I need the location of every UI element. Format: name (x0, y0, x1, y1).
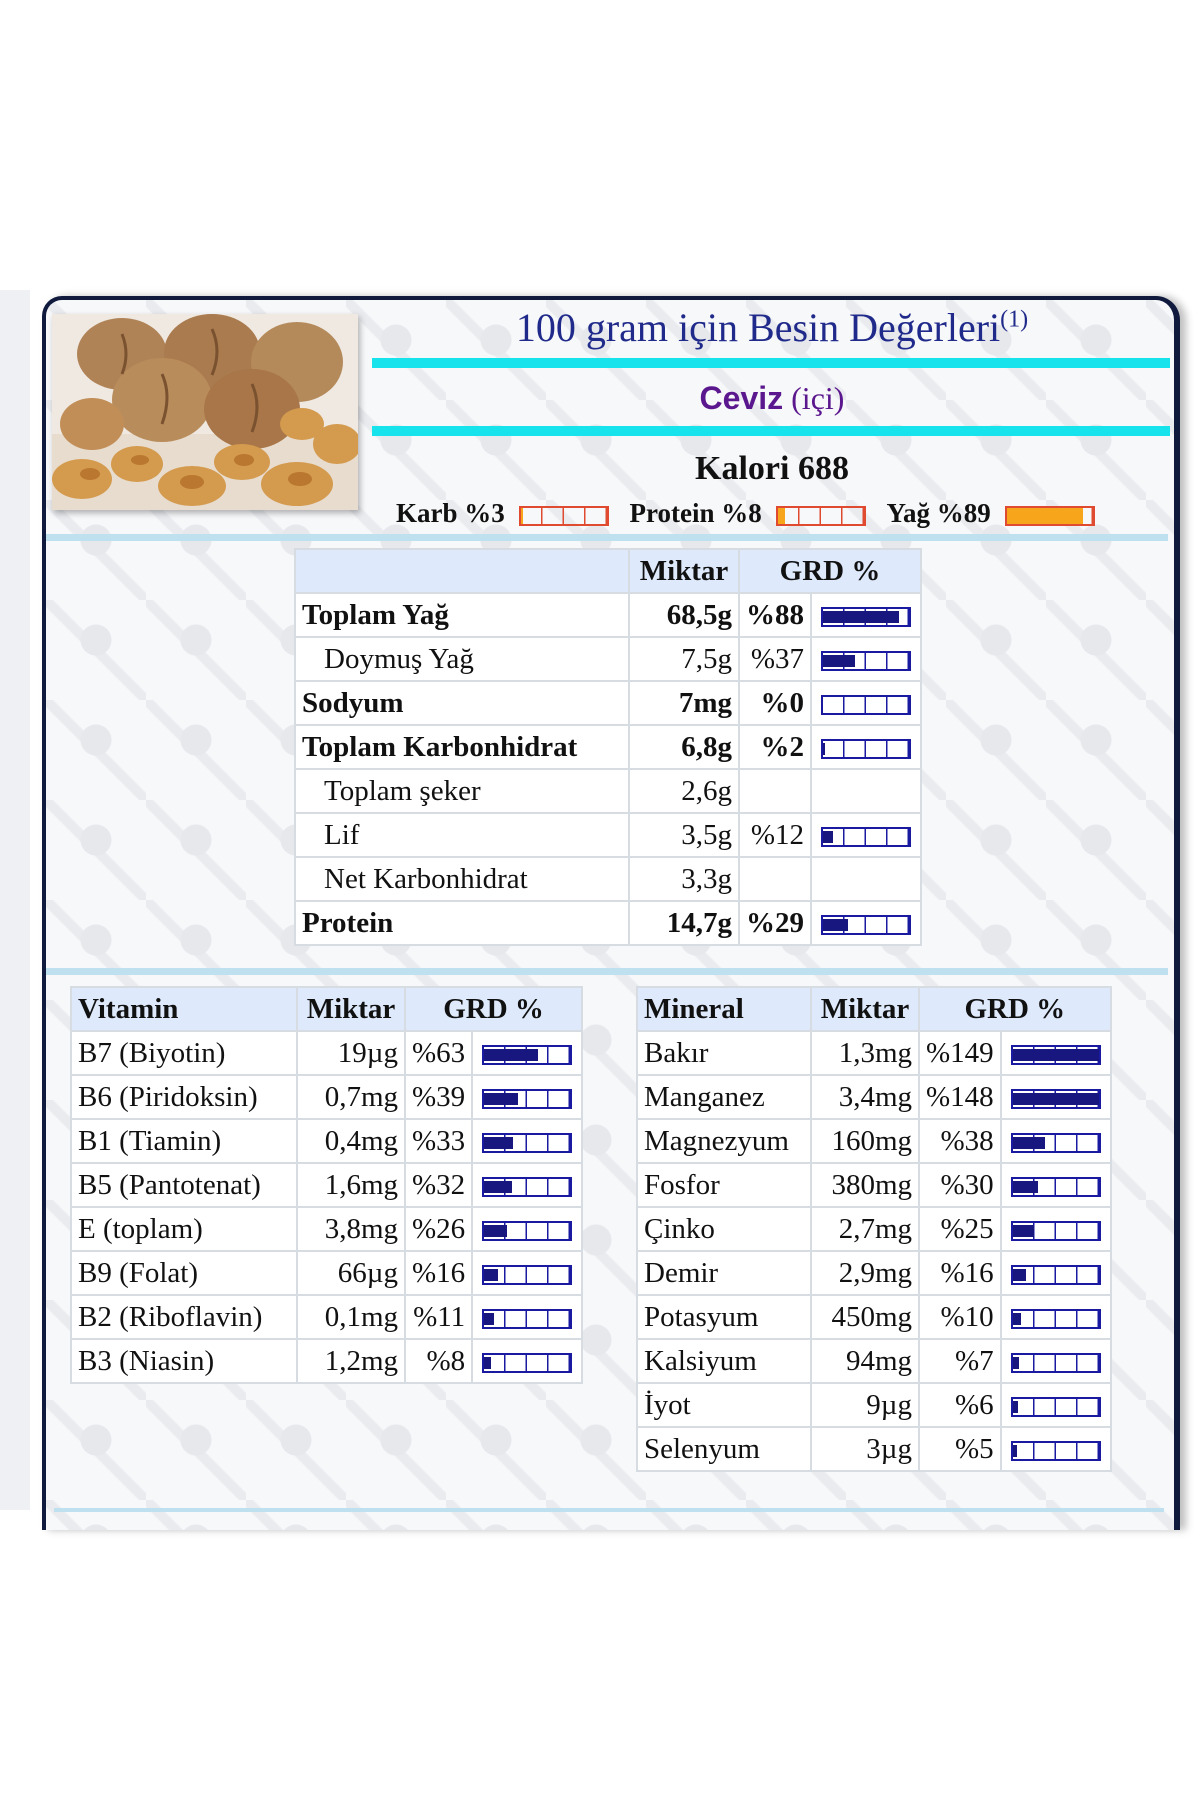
nutrients-amount: 2,6g (629, 769, 739, 813)
vitamins-header-grd: GRD % (405, 987, 582, 1031)
vitamins-amount: 0,7mg (297, 1075, 405, 1119)
minerals-grd-bar-fill (1013, 1049, 1099, 1061)
nutrients-name: Lif (295, 813, 629, 857)
minerals-header-grd: GRD % (919, 987, 1111, 1031)
minerals-row (637, 1119, 1111, 1163)
nutrients-grd-bar-fill (823, 655, 855, 667)
vitamins-grd: %26 (405, 1207, 472, 1251)
section-divider (46, 534, 1168, 541)
minerals-table (636, 986, 1112, 1472)
minerals-grd: %25 (919, 1207, 1001, 1251)
vitamins-grd-bar-cell (472, 1207, 582, 1251)
minerals-name: İyot (637, 1383, 811, 1427)
minerals-name: Magnezyum (637, 1119, 811, 1163)
minerals-grd: %38 (919, 1119, 1001, 1163)
minerals-grd-bar-fill (1013, 1401, 1018, 1413)
minerals-amount: 450mg (811, 1295, 919, 1339)
vitamins-name: B9 (Folat) (71, 1251, 297, 1295)
nutrients-row (295, 857, 921, 901)
minerals-name: Kalsiyum (637, 1339, 811, 1383)
vitamins-name: B7 (Biyotin) (71, 1031, 297, 1075)
calories-label: Kalori 688 (695, 450, 849, 487)
nutrients-grd-bar-cell (811, 813, 921, 857)
minerals-row (637, 1031, 1111, 1075)
nutrients-grd-bar-cell (811, 857, 921, 901)
nutrients-grd-bar-fill (823, 611, 899, 623)
macro-protein-label: Protein %8 (629, 498, 762, 528)
minerals-grd: %149 (919, 1031, 1001, 1075)
nutrients-row (295, 637, 921, 681)
nutrients-header-grd: GRD % (739, 549, 921, 593)
page-title (372, 304, 1172, 351)
nutrients-row (295, 813, 921, 857)
minerals-name: Demir (637, 1251, 811, 1295)
vitamins-row (71, 1163, 582, 1207)
minerals-grd-bar (1011, 1177, 1101, 1197)
food-name (372, 380, 1172, 417)
vitamins-grd: %32 (405, 1163, 472, 1207)
minerals-row (637, 1427, 1111, 1471)
minerals-grd-bar-cell (1001, 1075, 1111, 1119)
nutrients-row (295, 725, 921, 769)
vitamins-grd-bar-cell (472, 1031, 582, 1075)
minerals-name: Bakır (637, 1031, 811, 1075)
nutrients-amount: 68,5g (629, 593, 739, 637)
minerals-grd-bar-cell (1001, 1163, 1111, 1207)
nutrients-grd-bar (821, 827, 911, 847)
nutrients-row (295, 681, 921, 725)
minerals-grd-bar-fill (1013, 1181, 1039, 1193)
vitamins-header-amount: Miktar (297, 987, 405, 1031)
nutrients-grd-bar (821, 739, 911, 759)
vitamins-amount: 66µg (297, 1251, 405, 1295)
minerals-grd-bar-cell (1001, 1295, 1111, 1339)
vitamins-grd-bar-fill (484, 1269, 498, 1281)
nutrients-grd-bar-cell (811, 681, 921, 725)
vitamins-amount: 19µg (297, 1031, 405, 1075)
vitamins-grd: %8 (405, 1339, 472, 1383)
minerals-row (637, 1163, 1111, 1207)
vitamins-name: B3 (Niasin) (71, 1339, 297, 1383)
minerals-grd-bar-fill (1013, 1137, 1046, 1149)
nutrients-amount: 3,5g (629, 813, 739, 857)
minerals-grd-bar (1011, 1221, 1101, 1241)
vitamins-grd-bar (482, 1089, 572, 1109)
nutrients-name: Toplam Yağ (295, 593, 629, 637)
vitamins-grd-bar-cell (472, 1163, 582, 1207)
minerals-row (637, 1339, 1111, 1383)
minerals-amount: 380mg (811, 1163, 919, 1207)
nutrients-name: Net Karbonhidrat (295, 857, 629, 901)
minerals-amount: 3,4mg (811, 1075, 919, 1119)
minerals-grd-bar (1011, 1353, 1101, 1373)
minerals-grd-bar (1011, 1309, 1101, 1329)
minerals-grd: %5 (919, 1427, 1001, 1471)
minerals-grd: %16 (919, 1251, 1001, 1295)
nutrients-grd-bar-cell (811, 901, 921, 945)
minerals-row (637, 1295, 1111, 1339)
macro-fat (887, 498, 1095, 529)
minerals-row (637, 1207, 1111, 1251)
macro-protein-bar (776, 506, 866, 526)
minerals-amount: 94mg (811, 1339, 919, 1383)
minerals-row (637, 1251, 1111, 1295)
minerals-header-amount: Miktar (811, 987, 919, 1031)
walnut-photo (52, 314, 358, 510)
macro-carb-bar (519, 506, 609, 526)
minerals-grd-bar (1011, 1133, 1101, 1153)
nutrients-grd-bar-fill (823, 831, 833, 843)
minerals-amount: 160mg (811, 1119, 919, 1163)
nutrients-grd: %37 (739, 637, 811, 681)
nutrients-amount: 7mg (629, 681, 739, 725)
minerals-grd-bar-cell (1001, 1383, 1111, 1427)
vitamins-grd: %11 (405, 1295, 472, 1339)
minerals-grd-bar-cell (1001, 1031, 1111, 1075)
minerals-grd-bar-cell (1001, 1251, 1111, 1295)
nutrients-name: Toplam Karbonhidrat (295, 725, 629, 769)
minerals-amount: 3µg (811, 1427, 919, 1471)
vitamins-grd-bar (482, 1177, 572, 1197)
macro-fat-bar (1005, 506, 1095, 526)
nutrients-grd-bar-fill (823, 919, 848, 931)
vitamins-grd-bar-fill (484, 1357, 491, 1369)
nutrition-card (42, 296, 1180, 1530)
nutrients-name: Protein (295, 901, 629, 945)
nutrients-header-amount: Miktar (629, 549, 739, 593)
nutrients-grd-bar (821, 915, 911, 935)
minerals-grd-bar-cell (1001, 1119, 1111, 1163)
minerals-name: Potasyum (637, 1295, 811, 1339)
vitamins-grd-bar-fill (484, 1225, 506, 1237)
minerals-grd-bar-fill (1013, 1225, 1035, 1237)
vitamins-amount: 0,1mg (297, 1295, 405, 1339)
vitamins-grd-bar-fill (484, 1313, 493, 1325)
vitamins-grd-bar-fill (484, 1093, 518, 1105)
nutrients-amount: 14,7g (629, 901, 739, 945)
minerals-grd-bar-fill (1013, 1357, 1019, 1369)
nutrients-grd-bar (821, 607, 911, 627)
minerals-grd-bar (1011, 1397, 1101, 1417)
vitamins-row (71, 1075, 582, 1119)
nutrients-name: Toplam şeker (295, 769, 629, 813)
vitamins-grd-bar (482, 1045, 572, 1065)
vitamins-grd: %16 (405, 1251, 472, 1295)
vitamins-grd-bar-fill (484, 1049, 538, 1061)
vitamins-amount: 3,8mg (297, 1207, 405, 1251)
vitamins-grd-bar (482, 1221, 572, 1241)
minerals-row (637, 1075, 1111, 1119)
food-name-sub: (içi) (791, 380, 845, 416)
minerals-grd-bar-cell (1001, 1427, 1111, 1471)
vitamins-amount: 1,2mg (297, 1339, 405, 1383)
nutrients-header-row (295, 549, 921, 593)
vitamins-row (71, 1119, 582, 1163)
vitamins-name: E (toplam) (71, 1207, 297, 1251)
minerals-grd: %7 (919, 1339, 1001, 1383)
vitamins-grd-bar-cell (472, 1251, 582, 1295)
vitamins-name: B2 (Riboflavin) (71, 1295, 297, 1339)
nutrients-grd: %29 (739, 901, 811, 945)
vitamins-grd: %63 (405, 1031, 472, 1075)
minerals-row (637, 1383, 1111, 1427)
minerals-grd-bar-fill (1013, 1269, 1027, 1281)
vitamins-row (71, 1251, 582, 1295)
minerals-grd: %30 (919, 1163, 1001, 1207)
nutrients-grd-bar (821, 651, 911, 671)
vitamins-table (70, 986, 583, 1384)
minerals-grd: %6 (919, 1383, 1001, 1427)
nutrients-grd: %88 (739, 593, 811, 637)
vitamins-row (71, 1295, 582, 1339)
nutrients-grd-bar-cell (811, 593, 921, 637)
vitamins-grd-bar-cell (472, 1339, 582, 1383)
vitamins-grd-bar-fill (484, 1181, 512, 1193)
minerals-header-row (637, 987, 1111, 1031)
title-text: 100 gram için Besin Değerleri (515, 305, 1001, 350)
vitamins-grd-bar (482, 1133, 572, 1153)
vitamins-grd-bar-cell (472, 1295, 582, 1339)
page-left-margin (0, 290, 30, 1510)
nutrients-grd-bar-cell (811, 637, 921, 681)
nutrients-grd-bar-cell (811, 725, 921, 769)
minerals-grd-bar (1011, 1045, 1101, 1065)
vitamins-name: B1 (Tiamin) (71, 1119, 297, 1163)
vitamins-grd: %33 (405, 1119, 472, 1163)
nutrients-grd: %0 (739, 681, 811, 725)
minerals-header-name: Mineral (637, 987, 811, 1031)
vitamins-grd: %39 (405, 1075, 472, 1119)
macro-carb-label: Karb %3 (396, 498, 505, 528)
vitamins-row (71, 1207, 582, 1251)
nutrients-name: Doymuş Yağ (295, 637, 629, 681)
minerals-amount: 2,9mg (811, 1251, 919, 1295)
nutrients-header-blank (295, 549, 629, 593)
bottom-divider (54, 1508, 1164, 1512)
minerals-name: Çinko (637, 1207, 811, 1251)
minerals-grd-bar (1011, 1265, 1101, 1285)
minerals-name: Selenyum (637, 1427, 811, 1471)
vitamins-name: B6 (Piridoksin) (71, 1075, 297, 1119)
vitamins-row (71, 1031, 582, 1075)
nutrients-name: Sodyum (295, 681, 629, 725)
nutrients-grd-bar-fill (823, 743, 825, 755)
nutrients-grd-bar (821, 695, 911, 715)
minerals-grd-bar-fill (1013, 1093, 1099, 1105)
vitamins-grd-bar (482, 1309, 572, 1329)
nutrients-grd: %12 (739, 813, 811, 857)
macro-protein (630, 498, 866, 529)
food-name-text: Ceviz (699, 380, 784, 416)
nutrients-grd-bar-cell (811, 769, 921, 813)
nutrients-row (295, 901, 921, 945)
nutrients-amount: 3,3g (629, 857, 739, 901)
vitamins-grd-bar (482, 1353, 572, 1373)
minerals-grd: %148 (919, 1075, 1001, 1119)
nutrients-grd (739, 857, 811, 901)
vitamins-row (71, 1339, 582, 1383)
section-divider (46, 968, 1168, 975)
nutrients-row (295, 593, 921, 637)
title-footnote-link[interactable]: (1) (1000, 306, 1029, 333)
nutrients-row (295, 769, 921, 813)
minerals-grd-bar (1011, 1441, 1101, 1461)
nutrients-table (294, 548, 922, 946)
macro-summary (396, 498, 1109, 529)
vitamins-grd-bar-cell (472, 1075, 582, 1119)
vitamins-grd-bar (482, 1265, 572, 1285)
vitamins-header-name: Vitamin (71, 987, 297, 1031)
macro-carb (396, 498, 609, 529)
divider-cyan (372, 426, 1170, 436)
macro-fat-label: Yağ %89 (886, 498, 991, 528)
minerals-name: Manganez (637, 1075, 811, 1119)
vitamins-name: B5 (Pantotenat) (71, 1163, 297, 1207)
nutrients-amount: 7,5g (629, 637, 739, 681)
nutrients-grd (739, 769, 811, 813)
minerals-amount: 9µg (811, 1383, 919, 1427)
minerals-grd-bar-fill (1013, 1313, 1022, 1325)
nutrients-amount: 6,8g (629, 725, 739, 769)
minerals-grd-bar-fill (1013, 1445, 1017, 1457)
minerals-grd-bar-cell (1001, 1207, 1111, 1251)
minerals-amount: 2,7mg (811, 1207, 919, 1251)
minerals-grd-bar-cell (1001, 1339, 1111, 1383)
minerals-grd: %10 (919, 1295, 1001, 1339)
divider-cyan (372, 358, 1170, 368)
vitamins-amount: 1,6mg (297, 1163, 405, 1207)
minerals-amount: 1,3mg (811, 1031, 919, 1075)
vitamins-amount: 0,4mg (297, 1119, 405, 1163)
vitamins-grd-bar-cell (472, 1119, 582, 1163)
minerals-grd-bar (1011, 1089, 1101, 1109)
minerals-name: Fosfor (637, 1163, 811, 1207)
vitamins-header-row (71, 987, 582, 1031)
nutrients-grd: %2 (739, 725, 811, 769)
vitamins-grd-bar-fill (484, 1137, 512, 1149)
